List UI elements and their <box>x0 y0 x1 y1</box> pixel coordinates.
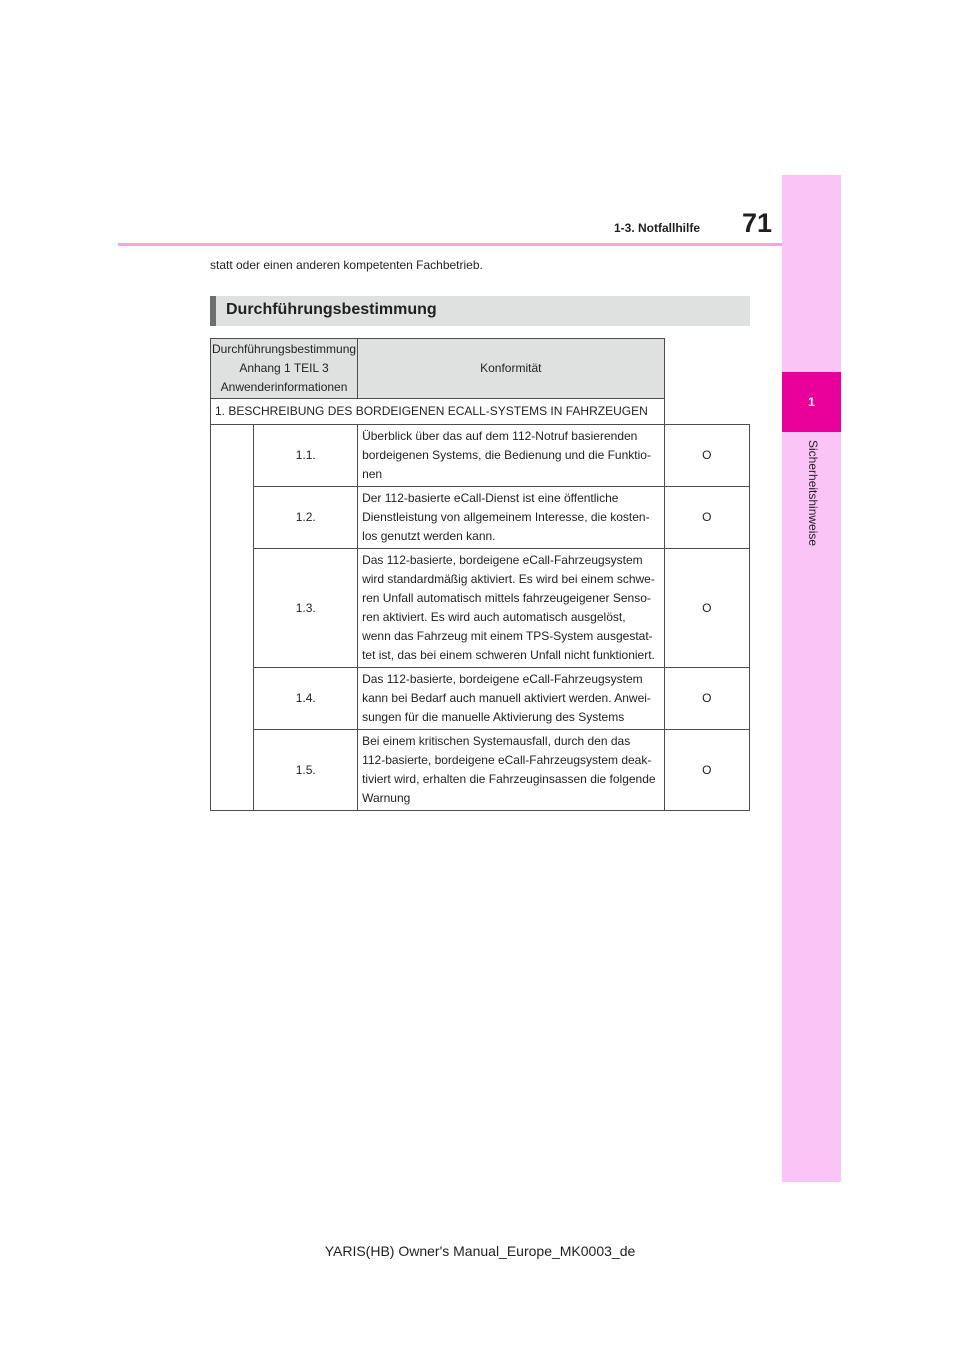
table-section-row <box>211 399 750 425</box>
intro-text: statt oder einen anderen kompetenten Fachbetrieb. <box>210 258 483 272</box>
table-body <box>211 399 750 811</box>
table-header-regulation: Durchführungsbestimmung Anhang 1 TEIL 3 Anwenderinformationen <box>211 339 358 399</box>
table-row-conformity: O <box>664 668 749 730</box>
table-row-text-line: tet ist, das bei einem schweren Unfall nicht funktioniert. <box>362 648 655 662</box>
table-row-text-line: Überblick über das auf dem 112-Notruf basierenden <box>362 429 638 443</box>
table-row-number: 1.3. <box>254 549 358 668</box>
table-row-text <box>358 425 664 487</box>
table-row <box>211 549 750 668</box>
table-indent-cell <box>211 549 254 668</box>
table-indent-cell <box>211 425 254 487</box>
page-number: 71 <box>741 208 772 238</box>
table-row-text-line: kann bei Bedarf auch manuell aktiviert werden. Anwei- <box>362 691 651 705</box>
table-row-text-line: 112-basierte, bordeigene eCall-Fahrzeugsystem deak- <box>362 753 652 767</box>
footer-manual-id: YARIS(HB) Owner's Manual_Europe_MK0003_de <box>324 1243 636 1259</box>
table-row-text-line: Dienstleistung von allgemeinem Interesse, die kosten- <box>362 510 650 524</box>
table-row-text-line: Bei einem kritischen Systemausfall, durch den das <box>362 734 631 748</box>
table-row-text <box>358 730 664 811</box>
table-row-text-line: Warnung <box>362 791 411 805</box>
table-row <box>211 425 750 487</box>
table-row-text-line: ren aktiviert. Es wird auch automatisch ausgelöst, <box>362 610 626 624</box>
table-section-heading: 1. BESCHREIBUNG DES BORDEIGENEN ECALL-SYSTEMS IN FAHRZEUGEN <box>211 399 665 425</box>
table-row-text-line: wird standardmäßig aktiviert. Es wird bei einem schwe- <box>362 572 655 586</box>
chapter-side-tab <box>782 175 841 1182</box>
table-row-number: 1.1. <box>254 425 358 487</box>
regulation-table <box>210 338 750 811</box>
table-header-row <box>211 339 750 399</box>
box-title: Durchführungsbestimmung <box>210 296 750 326</box>
table-row-text-line: Das 112-basierte, bordeigene eCall-Fahrzeugsystem <box>362 553 643 567</box>
table-row-text-line: Der 112-basierte eCall-Dienst ist eine öffentliche <box>362 491 619 505</box>
table-row-number: 1.4. <box>254 668 358 730</box>
table-row-text-line: tiviert wird, erhalten die Fahrzeuginsassen die folgende <box>362 772 656 786</box>
table-row-text-line: sungen für die manuelle Aktivierung des Systems <box>362 710 625 724</box>
table-row-text-line: los genutzt werden kann. <box>362 529 496 543</box>
table-row-conformity: O <box>664 730 749 811</box>
table-row-number: 1.2. <box>254 487 358 549</box>
header-divider <box>118 243 782 246</box>
chapter-label: Sicherheitshinweise <box>806 440 820 547</box>
table-row-conformity: O <box>664 487 749 549</box>
table-row-text <box>358 487 664 549</box>
chapter-number-tab[interactable]: 1 <box>782 372 841 432</box>
table-row-text <box>358 549 664 668</box>
table-indent-cell <box>211 668 254 730</box>
table-header-conformity: Konformität <box>358 339 664 399</box>
table-row-text-line: nen <box>362 467 383 481</box>
table-row-text <box>358 668 664 730</box>
table-row-text-line: bordeigenen Systems, die Bedienung und die Funktio- <box>362 448 651 462</box>
table-row-conformity: O <box>664 425 749 487</box>
table-indent-cell <box>211 730 254 811</box>
table-row <box>211 487 750 549</box>
table-row-conformity: O <box>664 549 749 668</box>
table-row <box>211 668 750 730</box>
table-row-text-line: Das 112-basierte, bordeigene eCall-Fahrzeugsystem <box>362 672 643 686</box>
section-title: 1-3. Notfallhilfe <box>613 221 700 235</box>
table-row-text-line: wenn das Fahrzeug mit einem TPS-System ausgestat- <box>362 629 653 643</box>
table-row <box>211 730 750 811</box>
table-indent-cell <box>211 487 254 549</box>
table-row-number: 1.5. <box>254 730 358 811</box>
table-row-text-line: ren Unfall automatisch mittels fahrzeugeigener Senso- <box>362 591 651 605</box>
